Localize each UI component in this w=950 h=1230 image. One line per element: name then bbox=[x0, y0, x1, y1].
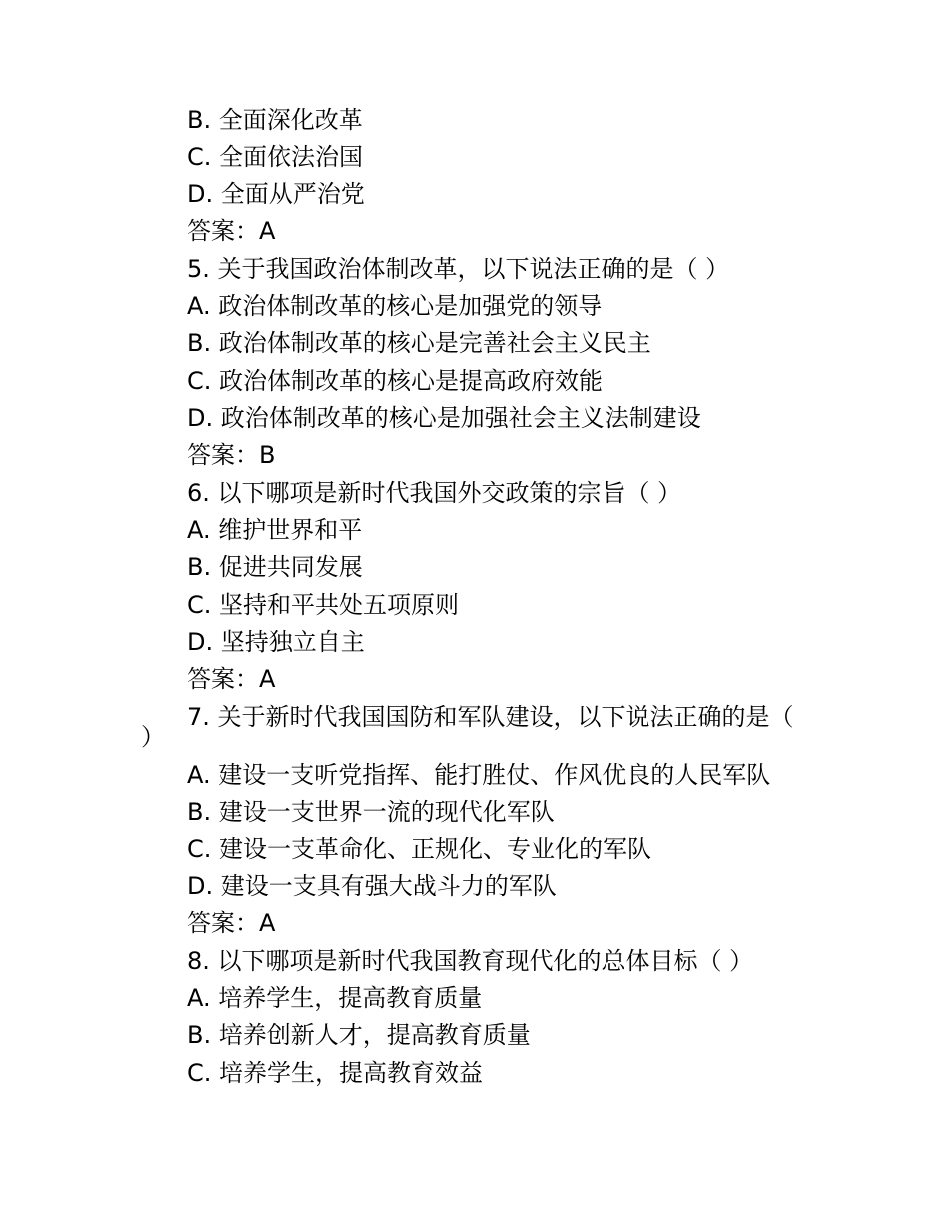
answer-q7: 答案：A bbox=[187, 909, 276, 937]
option-c-q6: C. 坚持和平共处五项原则 bbox=[187, 591, 460, 619]
option-b-q7: B. 建设一支世界一流的现代化军队 bbox=[187, 798, 555, 826]
question-8: 8. 以下哪项是新时代我国教育现代化的总体目标（ ） bbox=[187, 947, 754, 975]
option-a-q6: A. 维护世界和平 bbox=[187, 516, 363, 544]
option-d-q5: D. 政治体制改革的核心是加强社会主义法制建设 bbox=[187, 404, 701, 432]
option-d-q6: D. 坚持独立自主 bbox=[187, 628, 365, 656]
question-6: 6. 以下哪项是新时代我国外交政策的宗旨（ ） bbox=[187, 479, 682, 507]
option-d-q4: D. 全面从严治党 bbox=[187, 180, 365, 208]
answer-q5: 答案：B bbox=[187, 441, 276, 469]
option-c-q5: C. 政治体制改革的核心是提高政府效能 bbox=[187, 367, 604, 395]
option-a-q5: A. 政治体制改革的核心是加强党的领导 bbox=[187, 292, 603, 320]
question-5: 5. 关于我国政治体制改革，以下说法正确的是（ ） bbox=[187, 255, 730, 283]
question-7-continuation: ） bbox=[141, 723, 165, 751]
option-c-q8: C. 培养学生，提高教育效益 bbox=[187, 1059, 484, 1087]
answer-q6: 答案：A bbox=[187, 665, 276, 693]
answer-q4: 答案：A bbox=[187, 217, 276, 245]
option-c-q4: C. 全面依法治国 bbox=[187, 143, 364, 171]
option-b-q5: B. 政治体制改革的核心是完善社会主义民主 bbox=[187, 329, 651, 357]
option-b-q8: B. 培养创新人才，提高教育质量 bbox=[187, 1021, 531, 1049]
option-b-q6: B. 促进共同发展 bbox=[187, 553, 363, 581]
question-7: 7. 关于新时代我国国防和军队建设，以下说法正确的是（ bbox=[187, 703, 794, 731]
option-b-q4: B. 全面深化改革 bbox=[187, 106, 363, 134]
option-a-q7: A. 建设一支听党指挥、能打胜仗、作风优良的人民军队 bbox=[187, 761, 771, 789]
option-c-q7: C. 建设一支革命化、正规化、专业化的军队 bbox=[187, 835, 652, 863]
option-d-q7: D. 建设一支具有强大战斗力的军队 bbox=[187, 872, 557, 900]
option-a-q8: A. 培养学生，提高教育质量 bbox=[187, 984, 483, 1012]
